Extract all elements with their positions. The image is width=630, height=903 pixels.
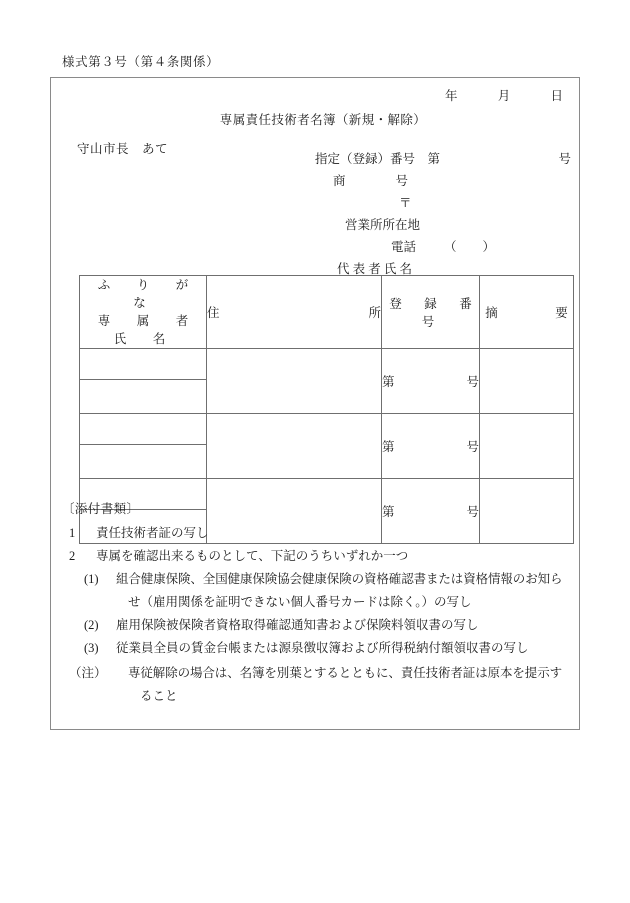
attachments-section (62, 498, 574, 708)
form-number-caption: 様式第３号（第４条関係） (62, 55, 220, 69)
row-name-input[interactable] (80, 380, 206, 412)
attachment-note-line2: ること (140, 689, 178, 703)
column-header-remarks: 摘 要 (480, 276, 574, 349)
column-header-address-left: 住 (207, 306, 220, 320)
designation-number-suffix: 号 (558, 152, 571, 166)
row-address-input[interactable] (207, 349, 382, 414)
attachment-item-2 (62, 545, 574, 568)
column-header-registration-number: 登 録 番 号 (382, 276, 480, 349)
column-header-address-right: 所 (368, 306, 381, 320)
row-name-cell[interactable] (80, 349, 207, 414)
column-header-furigana-label: ふ り が な (97, 278, 215, 310)
row-registration-suffix: 号 (466, 440, 479, 454)
attachment-subitem-3-line1: 従業員全員の賃金台帳または源泉徴収簿および所得税納付額領収書の写し (116, 641, 529, 655)
attachment-subitem-1-line2: せ（雇用関係を証明できない個人番号カードは除く。）の写し (128, 595, 472, 609)
attachment-item-1-number: 1 (69, 526, 76, 540)
addressee-line: 守山市長 あて (77, 142, 169, 156)
attachment-note-number: （注） (69, 666, 107, 680)
attachment-subitem-2 (62, 614, 574, 637)
telephone-label: 電話 (391, 240, 417, 254)
form-frame (50, 77, 580, 730)
date-line (445, 86, 563, 104)
attachment-item-2-number: 2 (69, 549, 76, 563)
date-day-label: 日 (550, 89, 563, 103)
row-furigana-input[interactable] (80, 349, 206, 380)
table-row (80, 414, 574, 479)
attachment-subitem-1-line1: 組合健康保険、全国健康保険協会健康保険の資格確認書または資格情報のお知ら (116, 572, 563, 586)
row-registration-prefix: 第 (382, 375, 395, 389)
row-name-cell[interactable] (80, 414, 207, 479)
attachment-subitem-3 (62, 637, 574, 660)
trade-name-label: 商 号 (333, 174, 409, 188)
attachment-item-2-text: 専属を確認出来るものとして、下記のうちいずれか一つ (96, 549, 409, 563)
postal-mark-icon: 〒 (399, 196, 412, 210)
designation-number-row (307, 148, 577, 170)
designation-number-label: 指定（登録）番号 第 (315, 152, 441, 166)
table-header-row (80, 276, 574, 349)
attachment-subitem-1-number: (1) (84, 572, 99, 586)
row-remarks-input[interactable] (480, 414, 574, 479)
column-header-name (80, 276, 215, 349)
attachment-item-1 (62, 522, 574, 545)
attachments-heading: 〔添付書類〕 (62, 502, 140, 516)
date-month-label: 月 (497, 89, 511, 103)
postal-code-row (307, 192, 577, 214)
row-name-input[interactable] (80, 445, 206, 477)
representative-label: 代 表 者 氏 名 (337, 262, 413, 276)
row-registration-prefix: 第 (382, 505, 395, 519)
office-address-row (307, 214, 577, 236)
applicant-info-block (307, 148, 577, 280)
row-registration-suffix: 号 (466, 375, 479, 389)
row-registration-cell[interactable] (382, 349, 480, 414)
row-registration-cell[interactable] (382, 414, 480, 479)
attachment-note-line1: 専従解除の場合は、名簿を別葉とするとともに、責任技術者証は原本を提示す (128, 666, 563, 680)
attachment-item-1-text: 責任技術者証の写し (96, 526, 209, 540)
attachment-note (62, 662, 574, 708)
trade-name-row (307, 170, 577, 192)
row-remarks-input[interactable] (480, 349, 574, 414)
attachment-subitem-2-number: (2) (84, 618, 99, 632)
date-year-label: 年 (444, 89, 458, 103)
telephone-paren-close: ） (482, 240, 496, 254)
row-registration-suffix: 号 (466, 505, 479, 519)
telephone-paren-open: （ (444, 240, 457, 254)
attachment-subitem-2-line1: 雇用保険被保険者資格取得確認通知書および保険料領収書の写し (116, 618, 479, 632)
office-address-label: 営業所所在地 (345, 218, 421, 232)
column-header-address (207, 276, 382, 349)
row-address-input[interactable] (207, 414, 382, 479)
page-title: 専属責任技術者名簿（新規・解除） (219, 113, 427, 127)
telephone-row (307, 236, 577, 258)
attachment-subitem-1 (62, 568, 574, 614)
telephone-area-code-group (444, 240, 495, 254)
table-row (80, 349, 574, 414)
row-registration-prefix: 第 (382, 440, 395, 454)
attachment-subitem-3-number: (3) (84, 641, 99, 655)
row-furigana-input[interactable] (80, 414, 206, 445)
column-header-exclusive-name-label: 専 属 者 氏 名 (97, 314, 215, 346)
